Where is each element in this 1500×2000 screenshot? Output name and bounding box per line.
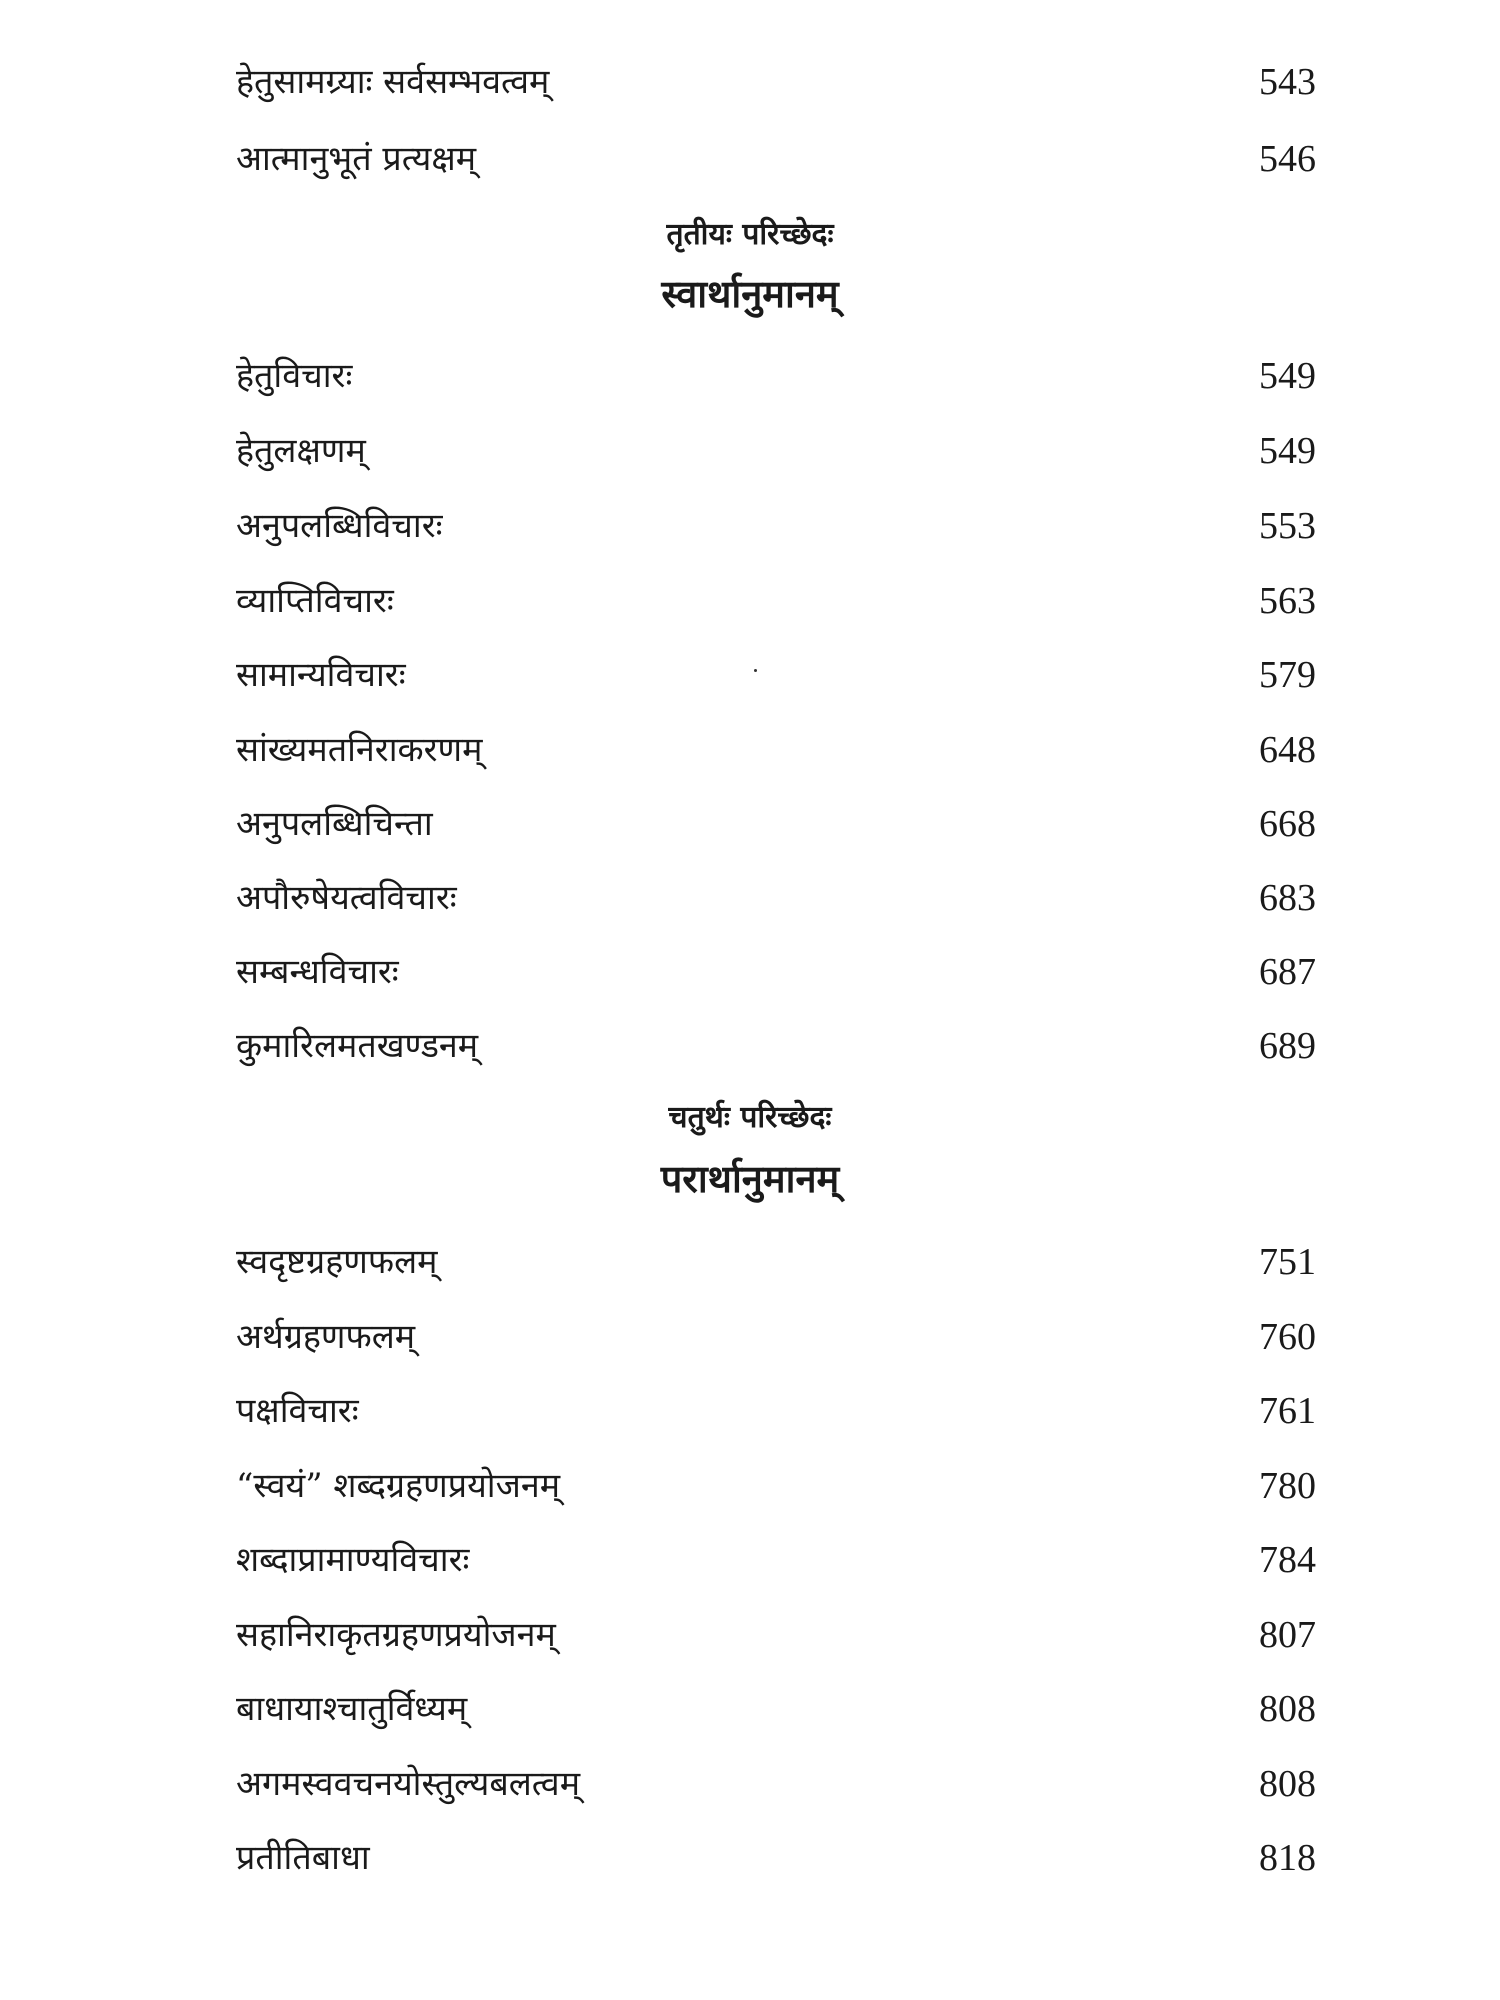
entry-title: सांख्यमतनिराकरणम् [236, 730, 483, 770]
toc-entry [236, 1016, 1316, 1076]
toc-entry [236, 496, 1316, 556]
entry-title: स्वदृष्टग्रहणफलम् [236, 1242, 438, 1282]
entry-page-number: 683 [1259, 877, 1316, 919]
toc-entry [236, 794, 1316, 854]
entry-page-number: 808 [1259, 1763, 1316, 1805]
entry-title: कुमारिलमतखण्डनम् [236, 1026, 479, 1066]
toc-entry [236, 129, 1316, 189]
toc-entry [236, 1605, 1316, 1665]
entry-title: अपौरुषेयत्वविचारः [236, 878, 457, 918]
toc-entry [236, 645, 1316, 705]
entry-title: सम्बन्धविचारः [236, 952, 399, 992]
entry-title: सामान्यविचारः [236, 655, 406, 695]
entry-title: बाधायाश्चातुर्विध्यम् [236, 1689, 468, 1729]
entry-title: पक्षविचारः [236, 1391, 359, 1431]
entry-page-number: 553 [1259, 505, 1316, 547]
entry-title: प्रतीतिबाधा [236, 1838, 370, 1878]
entry-title: अर्थग्रहणफलम् [236, 1317, 416, 1357]
entry-title: व्याप्तिविचारः [236, 581, 394, 621]
entry-title: “स्वयं” शब्दग्रहणप्रयोजनम् [236, 1466, 561, 1506]
toc-entry [236, 1381, 1316, 1441]
entry-page-number: 807 [1259, 1614, 1316, 1656]
chapter-label: तृतीयः परिच्छेदः [666, 217, 834, 252]
toc-entry [236, 346, 1316, 406]
toc-entry [236, 421, 1316, 481]
entry-title: आत्मानुभूतं प्रत्यक्षम् [236, 139, 477, 179]
entry-title: सहानिराकृतग्रहणप्रयोजनम् [236, 1615, 556, 1655]
scan-speck [754, 669, 757, 672]
toc-entry [236, 1456, 1316, 1516]
entry-title: अनुपलब्धिचिन्ता [236, 804, 433, 844]
entry-page-number: 549 [1259, 355, 1316, 397]
toc-entry [236, 868, 1316, 928]
entry-page-number: 780 [1259, 1465, 1316, 1507]
chapter-heading: स्वार्थानुमानम् [661, 271, 839, 316]
chapter-label: चतुर्थः परिच्छेदः [668, 1100, 832, 1135]
entry-title: हेतुविचारः [236, 356, 353, 396]
entry-title: हेतुसामग्र्याः सर्वसम्भवत्वम् [236, 62, 550, 102]
entry-page-number: 648 [1259, 729, 1316, 771]
toc-entry [236, 1232, 1316, 1292]
entry-page-number: 579 [1259, 654, 1316, 696]
entry-page-number: 818 [1259, 1837, 1316, 1879]
toc-entry [236, 52, 1316, 112]
toc-entry [236, 1530, 1316, 1590]
entry-title: अनुपलब्धिविचारः [236, 506, 443, 546]
toc-entry [236, 720, 1316, 780]
entry-page-number: 760 [1259, 1316, 1316, 1358]
entry-page-number: 689 [1259, 1025, 1316, 1067]
entry-page-number: 668 [1259, 803, 1316, 845]
entry-page-number: 751 [1259, 1241, 1316, 1283]
chapter-heading: परार्थानुमानम् [660, 1156, 840, 1201]
entry-page-number: 543 [1259, 61, 1316, 103]
toc-entry [236, 1754, 1316, 1814]
entry-page-number: 687 [1259, 951, 1316, 993]
toc-entry [236, 1679, 1316, 1739]
entry-title: शब्दाप्रामाण्यविचारः [236, 1540, 470, 1580]
entry-page-number: 549 [1259, 430, 1316, 472]
entry-page-number: 808 [1259, 1688, 1316, 1730]
toc-entry [236, 571, 1316, 631]
toc-entry [236, 1307, 1316, 1367]
entry-page-number: 563 [1259, 580, 1316, 622]
entry-title: हेतुलक्षणम् [236, 431, 366, 471]
entry-page-number: 784 [1259, 1539, 1316, 1581]
toc-entry [236, 942, 1316, 1002]
entry-page-number: 546 [1259, 138, 1316, 180]
toc-entry [236, 1828, 1316, 1888]
entry-title: अगमस्ववचनयोस्तुल्यबलत्वम् [236, 1764, 581, 1804]
entry-page-number: 761 [1259, 1390, 1316, 1432]
